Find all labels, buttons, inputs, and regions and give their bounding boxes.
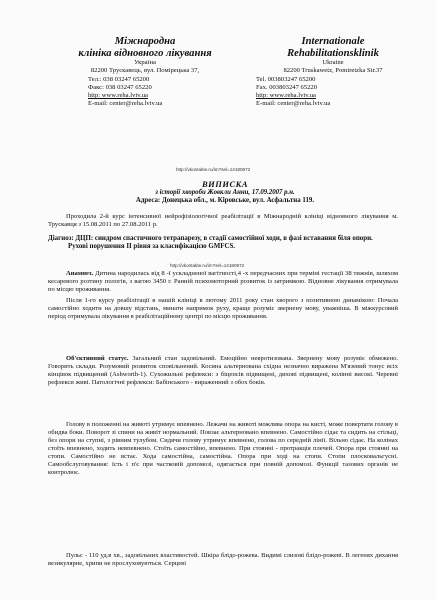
clinic-website-link[interactable]: http: www.reha.lviv.ua (88, 92, 148, 100)
watermark-url: http://vkontakte.ru/im?sel=14180972 (176, 167, 251, 172)
anamnesis-text: Дитина народилась від 8 -ї ускладненої вагітності,4 -х передчасних при терміні гестації 38 тижнів, шляхом кесаревого розтину пологів, з вагою 3450 г. Ранній психомоторний розвиток із затримкою. Відновне лікування отримувала по місцю проживання. (48, 270, 398, 294)
intro-text: Проходила 2-й курс інтенсивної нейрофізіологічної реабілітації в Міжнародній клініці відновного лікування м. Трускавця з 15.08.2011 по 27.08.2011 р. (48, 213, 398, 229)
document-title-block (40, 180, 410, 206)
clinic-fax-de: Fax. 003803247 65220 (256, 83, 317, 91)
pulse-text: Пульс - 110 уд.в хв., задовільних властивостей. Шкіра блідо-рожева. Видимі слизові блідо-рожеві. В легенях дихання везикулярне, хрипи не прослуховуються. Серцеві (48, 552, 398, 568)
intro-paragraph (48, 213, 398, 229)
objective-status-block (48, 355, 398, 387)
document-title: ВИПИСКА (201, 179, 249, 189)
clinic-tel: Тел.: 038 03247 65200 (88, 75, 150, 83)
status-text: Загальний стан задовільний. Емоційно невротизована. Звернену мову розуміє обмежено. Говорить склади. Розумовий розвиток сповільнений. Косина альтернована східна незначно виражена М'язевий тонус всіх кінцівок підвищений (Ashworth-1). Сухожильні рефлекси: з біцепсів підвищені, дихові підвищені, колінні високі. Черевні рефлекси живі. Патологічні рефлекси: Бабінського - вираженний з обох боків. (48, 355, 398, 387)
clinic-email-de[interactable]: E-mail: center@reha.lviv.ua (256, 100, 331, 108)
clinic-name-de-line2: Rehabilitationsklinik (287, 47, 379, 59)
motor-block (48, 421, 398, 477)
clinic-header-ukrainian (60, 36, 230, 109)
clinic-header-german (248, 36, 418, 109)
clinic-address-de: 82200 Truskawetz, Pomiretzka Str.37 (283, 67, 383, 75)
pulse-block (48, 552, 398, 568)
status-label: Об'єктивний статус. (66, 355, 129, 362)
patient-address: Адреса: Донецька обл., м. Кіровське, вул. Асфальтна 119. (135, 197, 315, 204)
clinic-name-line1: Міжнародна (114, 36, 176, 47)
diagnosis-block (48, 235, 398, 251)
watermark-url-2: http://vkontakte.ru/im?sel=14180972 (170, 263, 245, 268)
clinic-tel-de: Tel. 003803247 65200 (256, 75, 316, 83)
anamnesis-label: Анамнез. (66, 270, 94, 277)
follow-up-text: Після 1-го курсу реабілітації в нашій клініці в лютому 2011 року стан хворого з позитивною динамікою: Почала самостійно ходити на довшу відстань, минати напримок руху, краще розуміє звернену мову, уважніша. В міжкурсовий період отримувала лікування в реабілітаційному центрі по місцю проживання. (48, 297, 398, 321)
anamnesis-block (48, 270, 398, 321)
gmfcs-text: Рухові порушення ІІ рівня за класифікацією GMFCS. (68, 243, 236, 251)
clinic-name-de-line1: Internationale (301, 36, 365, 47)
clinic-address: 82200 Трускавець, вул. Помірецька 37, (90, 67, 200, 75)
motor-text: Голову в положенні на животі утримує впевнено. Лежачи на животі можлива опора на кисті, може повертати голову в обидва боки. Поворот зі спини на живіт нормальний. Повзає альтерновано впевнено. Самостійно сідає та сидить на стільці, без опори на ступні, з рівним тулубом. Сидячи голову утримує впевнено, голова по середній лінії. Вільно сідає. На колінах стоїть впевнено, ходить невпевнено. Стоїть самостійно, впевнено. При стоянні - протракція плечей. Опора при стоянні на стопи. Самостійно не встає. Хода самостійна, самостійна. Опора при ході на стопи. Стопи плосковальгусні. Самообслуговування: їсть і п'є при частковій допомозі, одягається при повній допомозі. Функції тазових органів не контролює. (48, 421, 398, 477)
clinic-name-line2: клініка відновного лікування (78, 47, 212, 59)
clinic-fax: Факс: 038 03247 65220 (88, 83, 152, 91)
clinic-email[interactable]: E-mail: center@reha.lviv.ua (88, 100, 163, 108)
clinic-country-de: Ukraine (322, 59, 344, 66)
document-subtitle: з історії хвороби Жовкли Анни, 17.09.2007 р.н. (155, 188, 295, 196)
clinic-country: Україна (134, 59, 156, 66)
clinic-website-link-de[interactable]: http: www.reha.lviv.ua (256, 92, 316, 100)
diagnosis-text: Діагноз: ДЦП: синдром спастичного тетрапарезу, в стадії самостійної ходи, в фазі вставання біля опори. (48, 235, 373, 242)
